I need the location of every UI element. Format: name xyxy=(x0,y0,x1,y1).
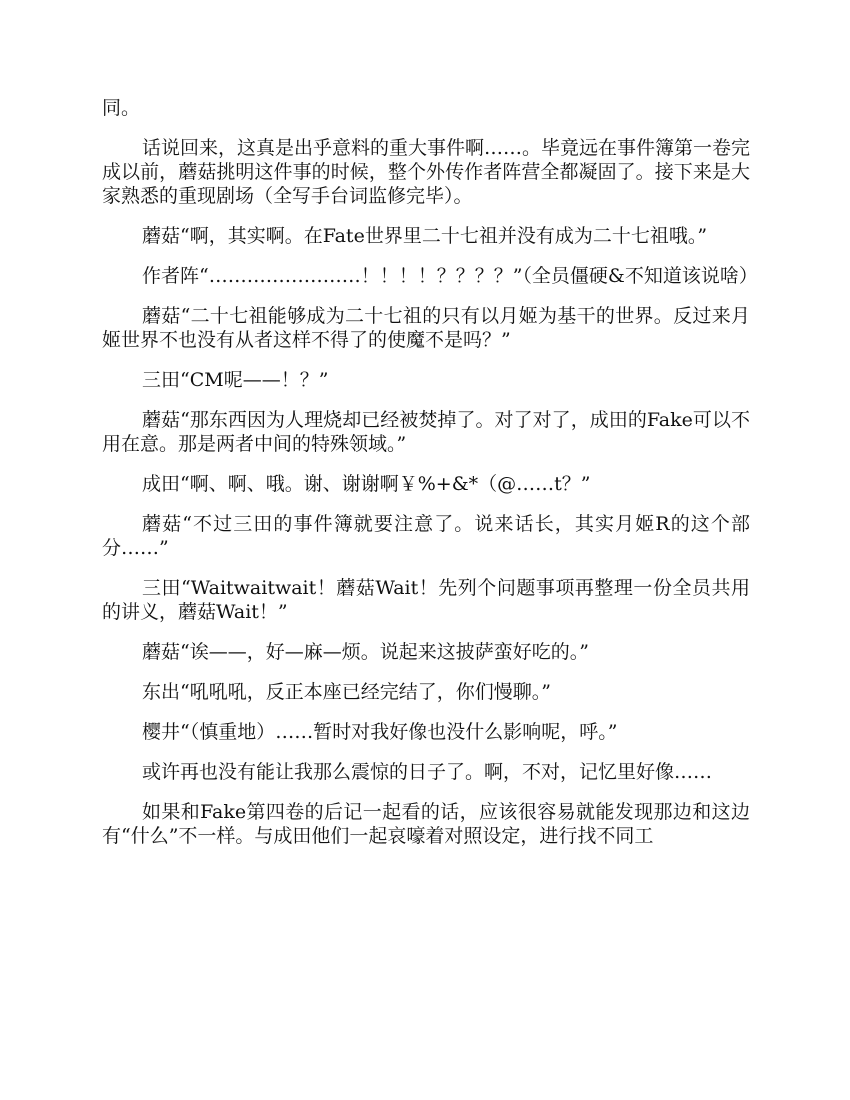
paragraph: 成田“啊、啊、哦。谢、谢谢啊￥%+&*（@……t？” xyxy=(142,473,591,495)
paragraph: 蘑菇“二十七祖能够成为二十七祖的只有以月姬为基干的世界。反过来月姬世界不也没有从者这样不得了的使魔不是吗？” xyxy=(102,305,750,351)
paragraph: 蘑菇“那东西因为人理烧却已经被焚掉了。对了对了，成田的Fake可以不用在意。那是两者中间的特殊领域。” xyxy=(102,409,750,455)
paragraph: 樱井“（慎重地）……暂时对我好像也没什么影响呢，呼。” xyxy=(142,721,618,743)
document-page xyxy=(102,96,758,864)
paragraph: 如果和Fake第四卷的后记一起看的话，应该很容易就能发现那边和这边有“什么”不一样。与成田他们一起哀嚎着对照设定，进行找不同工 xyxy=(102,801,750,847)
paragraph: 或许再也没有能让我那么震惊的日子了。啊，不对，记忆里好像…… xyxy=(142,761,713,783)
paragraph: 东出“吼吼吼，反正本座已经完结了，你们慢聊。” xyxy=(142,681,551,703)
paragraph: 三田“CM呢——！？” xyxy=(142,369,329,391)
paragraph: 蘑菇“啊，其实啊。在Fate世界里二十七祖并没有成为二十七祖哦。” xyxy=(142,225,708,247)
paragraph: 蘑菇“诶——，好—麻—烦。说起来这披萨蛮好吃的。” xyxy=(142,641,589,663)
paragraph: 作者阵“……………………！！！！？？？？”（全员僵硬&不知道该说啥） xyxy=(142,265,758,287)
paragraph: 蘑菇“不过三田的事件簿就要注意了。说来话长，其实月姬R的这个部分……” xyxy=(102,513,750,559)
paragraph: 三田“Waitwaitwait！蘑菇Wait！先列个问题事项再整理一份全员共用的讲义，蘑菇Wait！” xyxy=(102,577,750,623)
paragraph: 话说回来，这真是出乎意料的重大事件啊……。毕竟远在事件簿第一卷完成以前，蘑菇挑明这件事的时候，整个外传作者阵营全都凝固了。接下来是大家熟悉的重现剧场（全写手台词监修完毕）。 xyxy=(102,137,751,207)
paragraph: 同。 xyxy=(102,97,141,119)
